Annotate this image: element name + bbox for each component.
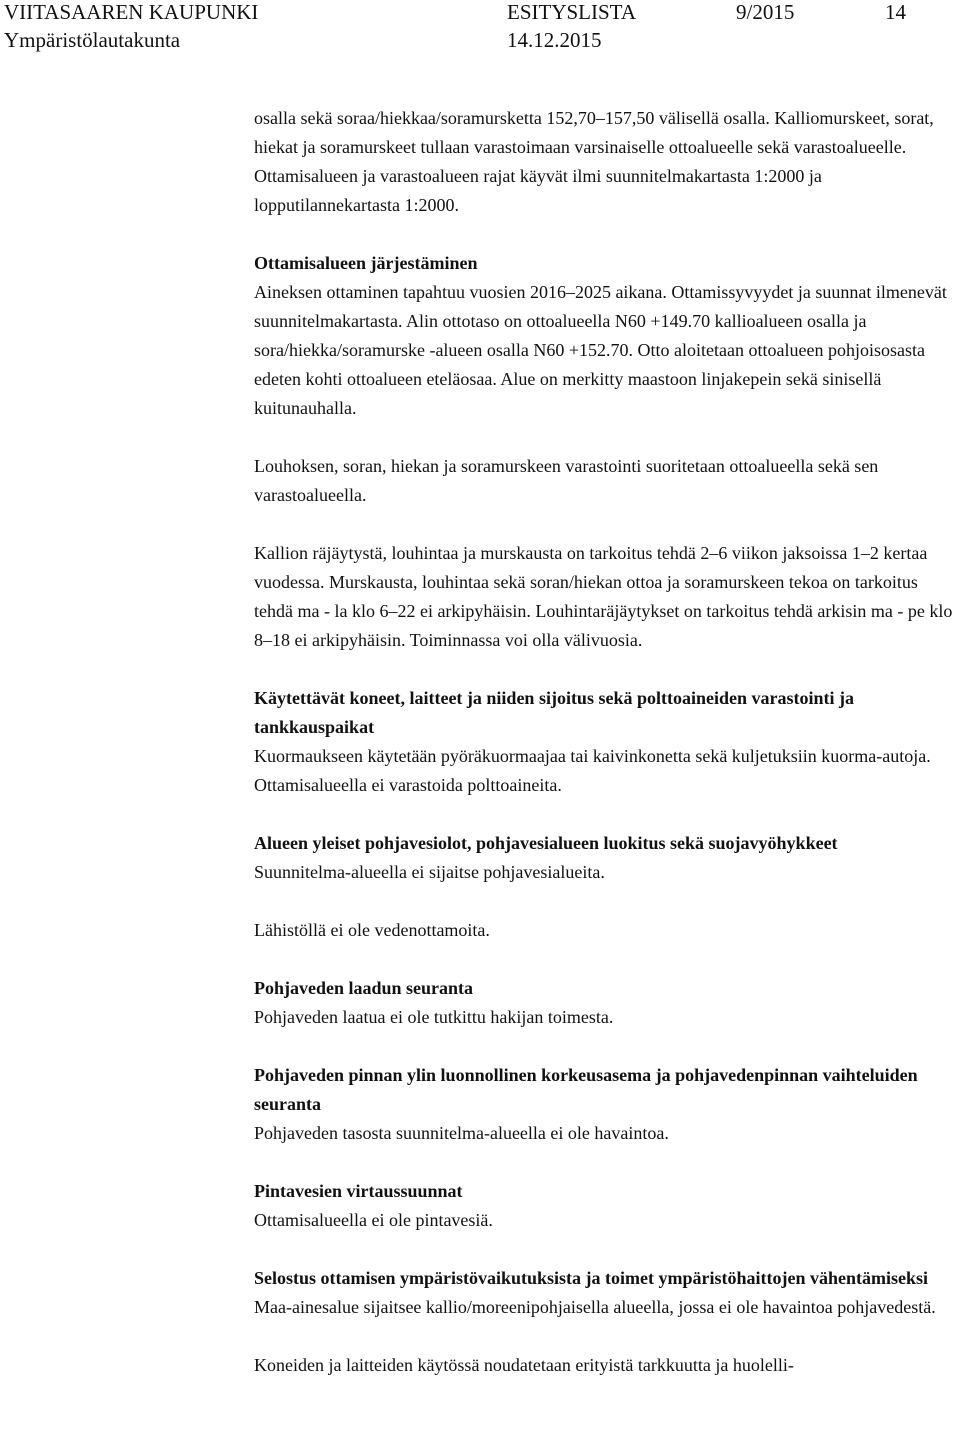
section-heading: Pintavesien virtaussuunnat xyxy=(254,1181,463,1201)
section-heading: Alueen yleiset pohjavesiolot, pohjavesialueen luokitus sekä suojavyöhykkeet xyxy=(254,833,838,853)
paragraph: Kuormaukseen käytetään pyöräkuormaajaa tai kaivinkonetta sekä kuljetuksiin kuorma-autoja. Ottamisalueella ei varastoida polttoaineita. xyxy=(254,746,931,795)
paragraph: Pohjaveden tasosta suunnitelma-alueella ei ole havaintoa. xyxy=(254,1123,669,1143)
meeting-date: 14.12.2015 xyxy=(507,28,602,52)
page-number: 14 xyxy=(885,0,906,24)
document-type: ESITYSLISTA xyxy=(507,0,636,24)
paragraph: Lähistöllä ei ole vedenottamoita. xyxy=(254,920,490,940)
paragraph: Ottamisalueella ei ole pintavesiä. xyxy=(254,1210,493,1230)
paragraph: Suunnitelma-alueella ei sijaitse pohjavesialueita. xyxy=(254,862,605,882)
paragraph: osalla sekä soraa/hiekkaa/soramursketta 152,70–157,50 välisellä osalla. Kalliomurskeet, sorat, hiekat ja soramurskeet tullaan varastoimaan varsinaiselle ottoalueelle sekä varastoalueelle. Ottamisalueen ja varastoalueen rajat käyvät ilmi suunnitelmakartasta 1:2000 ja lopputilannekartasta 1:2000. xyxy=(254,108,934,215)
paragraph: Koneiden ja laitteiden käytössä noudatetaan erityistä tarkkuutta ja huolelli- xyxy=(254,1355,794,1375)
document-header xyxy=(0,0,960,80)
section-heading: Käytettävät koneet, laitteet ja niiden sijoitus sekä polttoaineiden varastointi ja tankkauspaikat xyxy=(254,688,854,737)
section-heading: Pohjaveden pinnan ylin luonnollinen korkeusasema ja pohjavedenpinnan vaihteluiden seuranta xyxy=(254,1065,918,1114)
section-heading: Selostus ottamisen ympäristövaikutuksista ja toimet ympäristöhaittojen vähentämiseksi xyxy=(254,1268,929,1288)
section-heading: Pohjaveden laadun seuranta xyxy=(254,978,474,998)
section-heading: Ottamisalueen järjestäminen xyxy=(254,253,478,273)
committee-name: Ympäristölautakunta xyxy=(4,28,181,52)
document-body xyxy=(254,104,954,1380)
paragraph: Aineksen ottaminen tapahtuu vuosien 2016–2025 aikana. Ottamissyvyydet ja suunnat ilmenevät suunnitelmakartasta. Alin ottotaso on ottoalueella N60 +149.70 kallioalueen osalla ja sora/hiekka/soramurske -alueen osalla N60 +152.70. Otto aloitetaan ottoalueen pohjoisosasta edeten kohti ottoalueen eteläosaa. Alue on merkitty maastoon linjakepein sekä sinisellä kuitunauhalla. xyxy=(254,282,947,418)
meeting-number: 9/2015 xyxy=(736,0,795,24)
paragraph: Maa-ainesalue sijaitsee kallio/moreenipohjaisella alueella, jossa ei ole havaintoa pohjavedestä. xyxy=(254,1297,936,1317)
paragraph: Louhoksen, soran, hiekan ja soramurskeen varastointi suoritetaan ottoalueella sekä sen varastoalueella. xyxy=(254,456,879,505)
organization-name: VIITASAAREN KAUPUNKI xyxy=(4,0,259,24)
paragraph: Pohjaveden laatua ei ole tutkittu hakijan toimesta. xyxy=(254,1007,614,1027)
paragraph: Kallion räjäytystä, louhintaa ja murskausta on tarkoitus tehdä 2–6 viikon jaksoissa 1–2 kertaa vuodessa. Murskausta, louhintaa sekä soran/hiekan ottoa ja soramurskeen tekoa on tarkoitus tehdä ma - la klo 6–22 ei arkipyhäisin. Louhintaräjäytykset on tarkoitus tehdä arkisin ma - pe klo 8–18 ei arkipyhäisin. Toiminnassa voi olla välivuosia. xyxy=(254,543,953,650)
